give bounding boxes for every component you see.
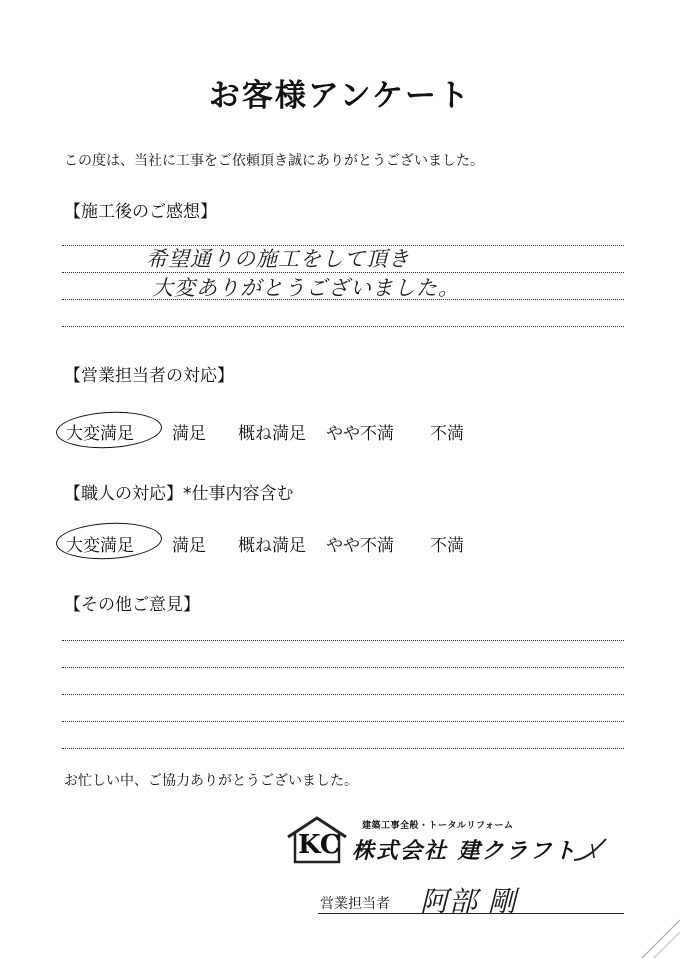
option-mostly-satisfied[interactable]: 概ね満足 [238,536,306,556]
option-satisfied[interactable]: 満足 [172,536,206,556]
answer-line [62,748,624,749]
answer-line [62,721,624,722]
section-heading-impressions: 【施工後のご感想】 [64,202,217,222]
section-heading-sales-rep: 【営業担当者の対応】 [64,366,234,386]
answer-line [62,326,624,327]
option-dissatisfied[interactable]: 不満 [430,536,464,556]
handwritten-comment-line: 大変ありがとうございました。 [152,276,460,300]
answer-line [62,694,624,695]
company-name: 株式会社 建クラフト [352,839,578,864]
handwritten-comment-line: 希望通りの施工をして頂き [146,247,410,271]
option-satisfied[interactable]: 満足 [172,424,206,444]
option-somewhat-dissatisfied[interactable]: やや不満 [326,536,394,556]
logo-swoosh-icon [572,836,608,864]
option-dissatisfied[interactable]: 不満 [430,424,464,444]
answer-line [62,640,624,641]
logo-mark: KC [298,830,341,860]
intro-text: この度は、当社に工事をご依頼頂き誠にありがとうございました。 [64,153,484,169]
section-heading-craftsmen: 【職人の対応】*仕事内容含む [64,484,294,504]
page-title: お客様アンケート [208,78,472,114]
option-very-satisfied[interactable]: 大変満足 [66,424,134,444]
signature-line [318,913,624,914]
section-heading-other-comments: 【その他ご意見】 [64,595,200,615]
option-mostly-satisfied[interactable]: 概ね満足 [238,424,306,444]
handwritten-signature: 阿部 剛 [420,885,517,918]
option-very-satisfied[interactable]: 大変満足 [66,536,134,556]
closing-text: お忙しい中、ご協力ありがとうございました。 [64,773,358,789]
answer-line [62,667,624,668]
logo-tagline: 建築工事全般・トータルリフォーム [362,821,514,831]
scan-corner-mark [636,918,680,958]
sales-rep-label: 営業担当者 [320,896,390,912]
option-somewhat-dissatisfied[interactable]: やや不満 [326,424,394,444]
